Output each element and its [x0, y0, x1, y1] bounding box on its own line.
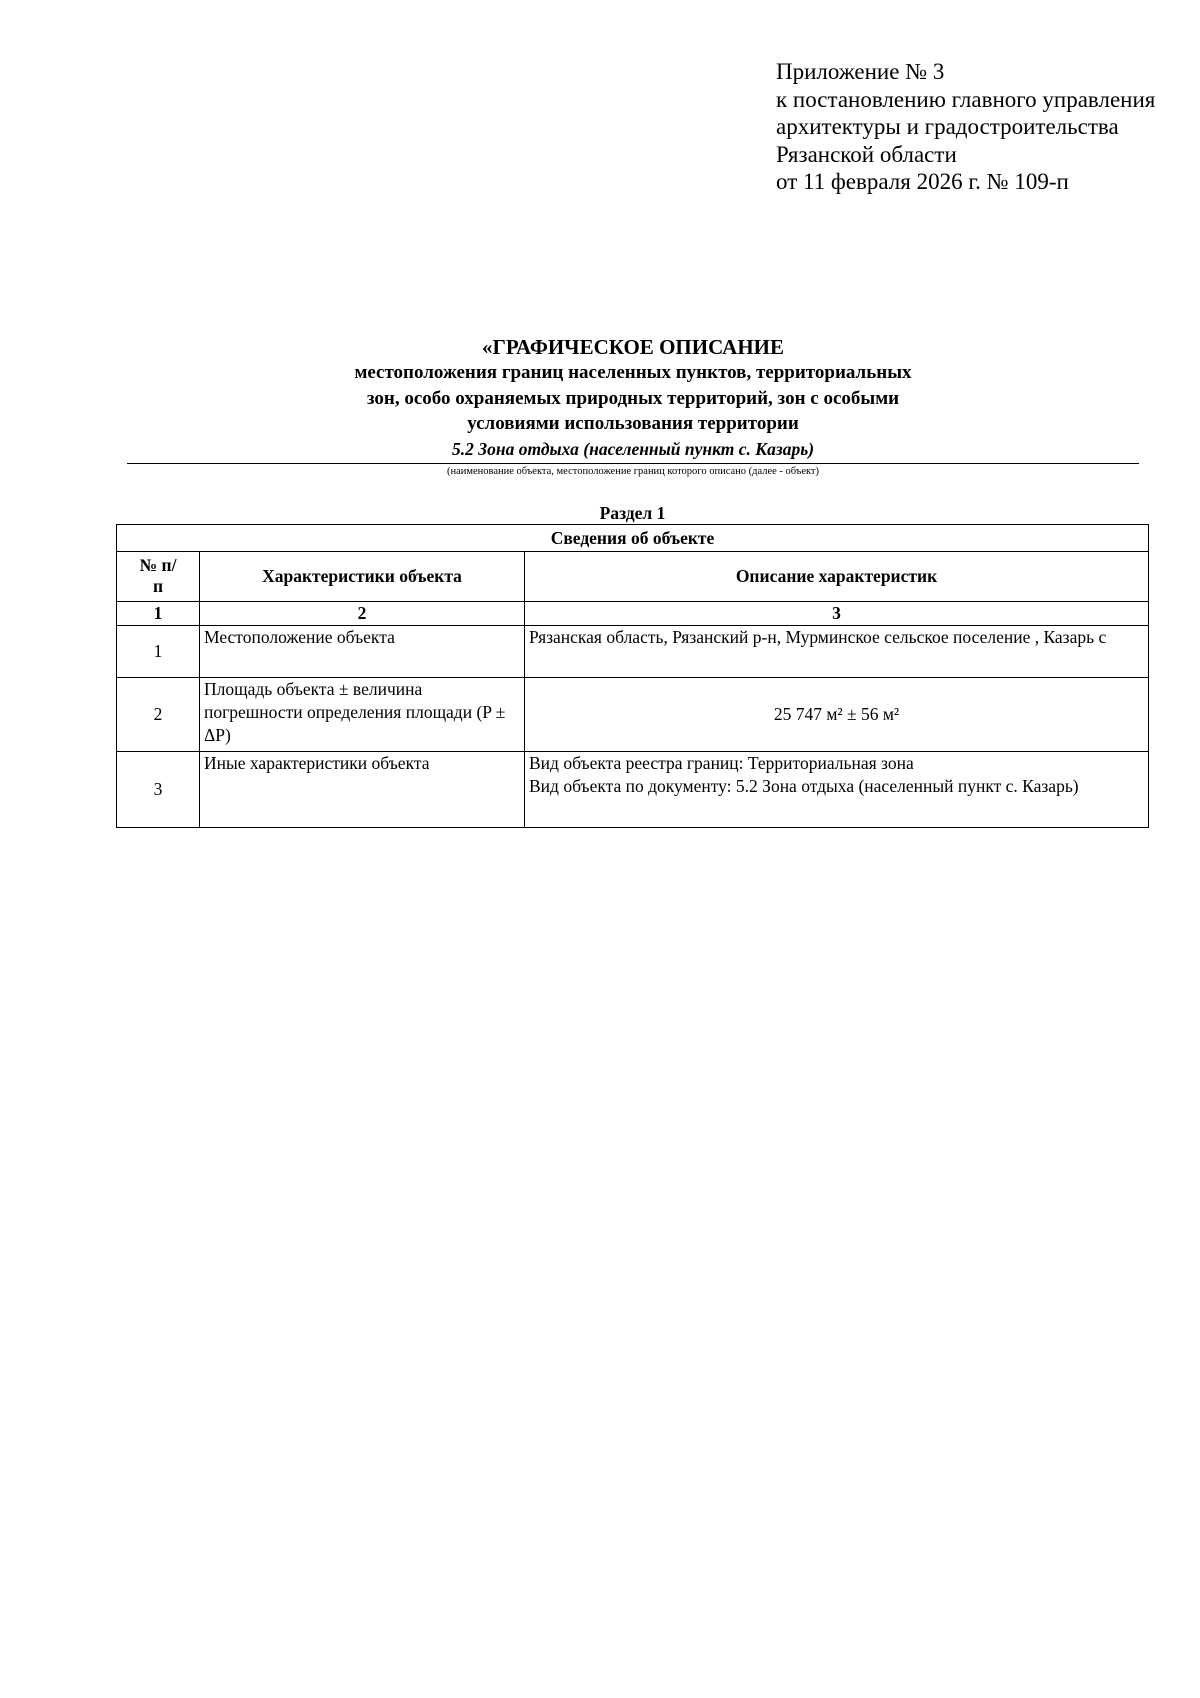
row-description — [525, 626, 1149, 678]
document-title-block — [127, 334, 1139, 480]
header-num-label: № п/п — [139, 555, 177, 596]
row-description-line: Вид объекта реестра границ: Территориальная зона — [529, 753, 914, 773]
object-name: 5.2 Зона отдыха (населенный пункт с. Казарь) — [127, 437, 1139, 464]
row-description — [525, 678, 1149, 752]
appendix-decree-line: к постановлению главного управления — [776, 86, 1156, 112]
appendix-date-line: от 11 февраля 2026 г. № 109-п — [776, 169, 1069, 194]
column-number-row — [117, 602, 1149, 626]
row-description-line: Вид объекта по документу: 5.2 Зона отдыха (населенный пункт с. Казарь) — [529, 776, 1079, 796]
document-subtitle-line-2: зон, особо охраняемых природных территорий, зон с особыми — [366, 387, 900, 409]
table-header-row — [117, 552, 1149, 602]
row-num: 2 — [117, 678, 200, 752]
row-characteristic: Местоположение объекта — [200, 626, 525, 678]
header-description: Описание характеристик — [525, 552, 1149, 602]
table-row — [117, 678, 1149, 752]
table-caption: Сведения об объекте — [117, 525, 1149, 552]
header-num — [117, 552, 200, 602]
table-row — [117, 752, 1149, 828]
document-title: «ГРАФИЧЕСКОЕ ОПИСАНИЕ — [481, 335, 785, 359]
row-description-line: 25 747 м² ± 56 м² — [773, 704, 900, 724]
document-subtitle-line-1: местоположения границ населенных пунктов, территориальных — [354, 362, 912, 383]
appendix-authority-line: архитектуры и градостроительства — [776, 114, 1119, 139]
appendix-number: Приложение № 3 — [776, 59, 945, 84]
table-row — [117, 626, 1149, 678]
column-number-1: 1 — [117, 602, 200, 626]
row-characteristic: Иные характеристики объекта — [200, 752, 525, 828]
header-characteristic: Характеристики объекта — [200, 552, 525, 602]
column-number-2: 2 — [200, 602, 525, 626]
row-num: 3 — [117, 752, 200, 828]
object-name-caption: (наименование объекта, местоположение границ которого описано (далее - объект) — [446, 465, 820, 477]
table-caption-row — [117, 525, 1149, 552]
appendix-region-line: Рязанской области — [776, 141, 957, 167]
row-description — [525, 752, 1149, 828]
appendix-header — [776, 58, 1155, 196]
section-title: Раздел 1 — [599, 503, 666, 523]
column-number-3: 3 — [525, 602, 1149, 626]
row-characteristic: Площадь объекта ± величина погрешности определения площади (P ± ΔP) — [200, 678, 525, 752]
document-subtitle-line-3: условиями использования территории — [467, 413, 799, 434]
object-info-table — [116, 524, 1149, 828]
row-num: 1 — [117, 626, 200, 678]
row-description-line: Рязанская область, Рязанский р-н, Мурминское сельское поселение , Казарь с — [529, 627, 1107, 647]
